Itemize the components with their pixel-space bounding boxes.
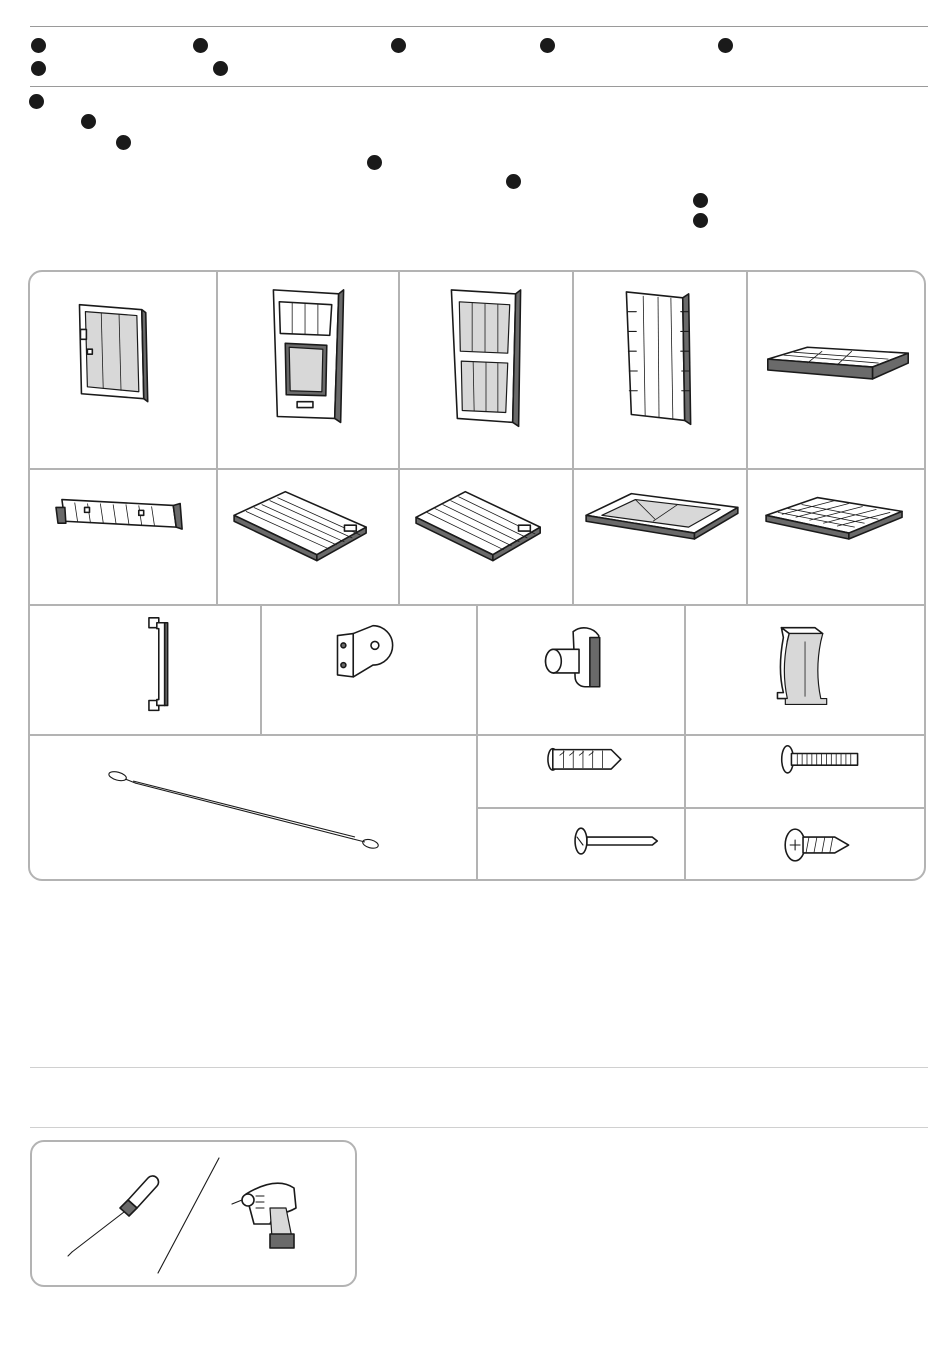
note-marker-7 (693, 213, 708, 228)
section-rule-1 (30, 1067, 928, 1068)
note-marker-1 (29, 94, 44, 109)
legend-marker-1 (31, 38, 46, 53)
note-marker-5 (506, 174, 521, 189)
legend-marker-4 (540, 38, 555, 53)
part-cell-anchor-cable (30, 736, 478, 881)
tools-divider (158, 1158, 219, 1273)
part-cell-hinge-pin (478, 606, 686, 736)
anchor-icon (478, 736, 684, 807)
hinge-icon (478, 606, 684, 734)
part-cell-roof-panel (748, 272, 926, 470)
grid-base-icon (748, 470, 926, 604)
part-cell-base-frame (574, 470, 748, 606)
legend-marker-7 (213, 61, 228, 76)
bracket-icon (262, 606, 476, 734)
wood-screw-icon (686, 809, 926, 881)
floor-panel-icon (400, 470, 572, 604)
tools-panel (30, 1140, 357, 1287)
side-wall-panel-icon (574, 272, 746, 468)
tools-illustration (32, 1142, 355, 1285)
part-cell-wall-anchor (478, 736, 686, 809)
note-marker-3 (116, 135, 131, 150)
legend-marker-3 (391, 38, 406, 53)
base-frame-icon (574, 470, 746, 604)
part-cell-side-wall-panel (574, 272, 748, 470)
floor-panel-icon (218, 470, 398, 604)
part-cell-door-panel (30, 272, 218, 470)
part-cell-support-leg (686, 606, 926, 736)
part-cell-wood-screw (686, 809, 926, 881)
part-cell-machine-screw (686, 736, 926, 809)
part-cell-corner-bracket (262, 606, 478, 736)
door-panel-icon (30, 272, 216, 468)
part-cell-floor-panel-b (400, 470, 574, 606)
roof-panel-icon (748, 272, 926, 468)
plug-icon (478, 809, 684, 881)
cable-icon (30, 736, 476, 881)
legend-marker-5 (718, 38, 733, 53)
legend-marker-2 (193, 38, 208, 53)
part-cell-wall-plug (478, 809, 686, 881)
note-marker-6 (693, 193, 708, 208)
drill-icon (232, 1183, 296, 1248)
legend-top-rule (30, 26, 928, 27)
note-marker-2 (81, 114, 96, 129)
beam-icon (30, 470, 216, 604)
part-cell-front-wall-with-window (218, 272, 400, 470)
part-cell-floor-panel-a (218, 470, 400, 606)
part-cell-top-beam (30, 470, 218, 606)
handle-icon (30, 606, 260, 734)
note-marker-4 (367, 155, 382, 170)
wall-panel-icon (400, 272, 572, 468)
screw-icon (686, 736, 926, 807)
screwdriver-icon (68, 1176, 159, 1256)
part-cell-front-wall-panel (400, 272, 574, 470)
part-cell-grid-base (748, 470, 926, 606)
leg-icon (686, 606, 926, 734)
wall-panel-window-icon (218, 272, 398, 468)
legend-bottom-rule (30, 86, 928, 87)
legend-marker-6 (31, 61, 46, 76)
part-cell-handle (30, 606, 262, 736)
parts-list-panel (28, 270, 926, 881)
section-rule-2 (30, 1127, 928, 1128)
